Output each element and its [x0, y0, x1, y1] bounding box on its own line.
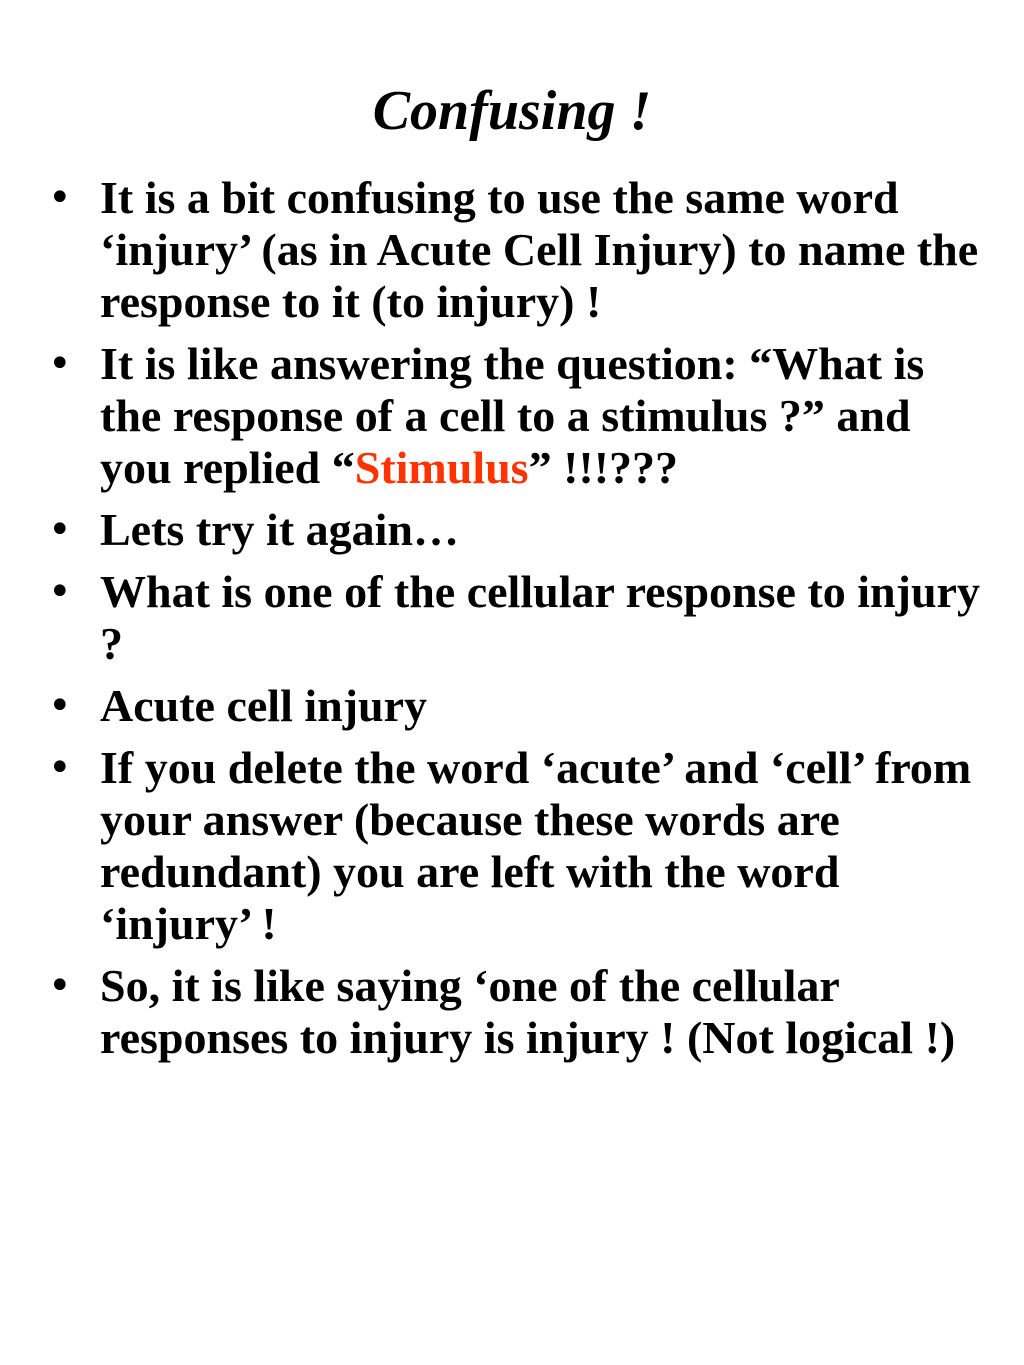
- bullet-text-before: It is like answering the question: “What is the response of a cell to a stimulus ?” and you replied “: [100, 338, 925, 493]
- bullet-text: Acute cell injury: [100, 680, 428, 731]
- bullet-icon: •: [48, 507, 72, 553]
- bullet-item: [48, 172, 988, 328]
- bullet-item: [48, 680, 988, 732]
- bullet-icon: •: [48, 745, 72, 791]
- bullet-icon: •: [48, 683, 72, 729]
- bullet-list: [48, 172, 988, 1074]
- bullet-icon: •: [48, 341, 72, 387]
- highlighted-word: Stimulus: [354, 442, 529, 493]
- bullet-text: [100, 338, 924, 493]
- bullet-item: [48, 960, 988, 1064]
- bullet-item: [48, 566, 988, 670]
- bullet-item: [48, 338, 988, 494]
- bullet-text: So, it is like saying ‘one of the cellular responses to injury is injury ! (Not logical !): [100, 960, 956, 1063]
- bullet-item: [48, 504, 988, 556]
- bullet-text: Lets try it again…: [100, 504, 460, 555]
- bullet-text: If you delete the word ‘acute’ and ‘cell’ from your answer (because these words are redundant) you are left with the word ‘injury’ !: [100, 742, 972, 949]
- bullet-text-after: ” !!!???: [528, 442, 679, 493]
- bullet-text: What is one of the cellular response to injury ?: [100, 566, 980, 669]
- bullet-item: [48, 742, 988, 950]
- bullet-icon: •: [48, 963, 72, 1009]
- bullet-text: It is a bit confusing to use the same word ‘injury’ (as in Acute Cell Injury) to name the response to it (to injury) !: [100, 172, 979, 327]
- bullet-icon: •: [48, 569, 72, 615]
- slide-title: Confusing !: [372, 80, 652, 142]
- bullet-icon: •: [48, 175, 72, 221]
